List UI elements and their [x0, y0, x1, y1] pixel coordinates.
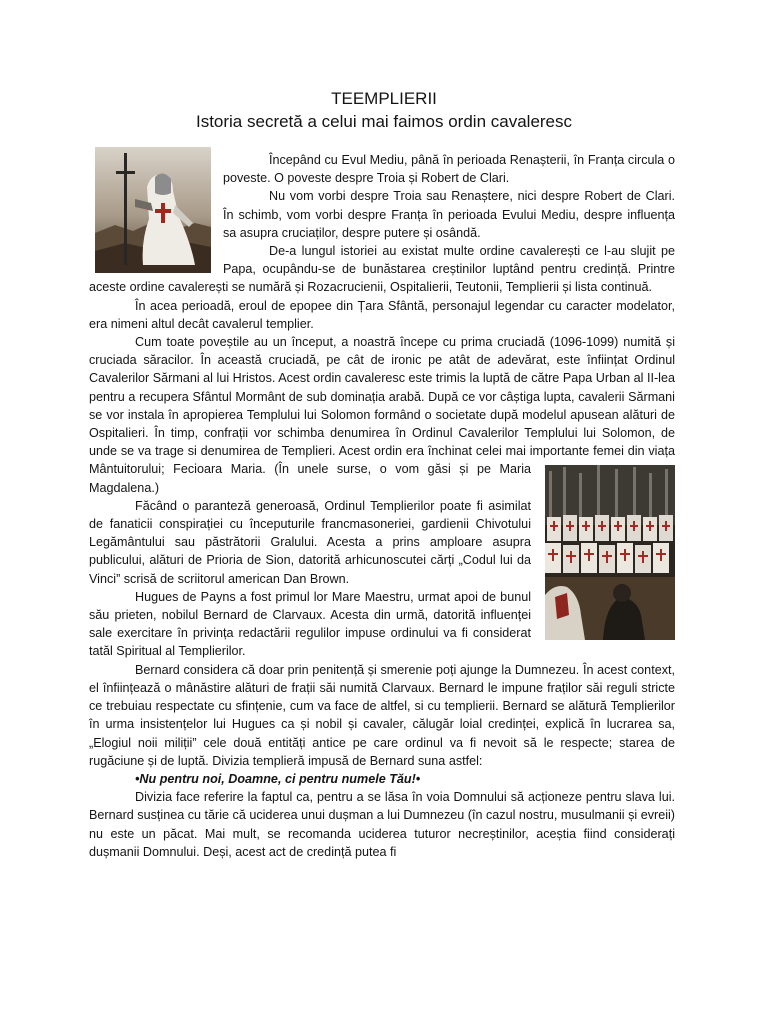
templar-army-image	[545, 465, 675, 640]
document-subtitle: Istoria secretă a celui mai faimos ordin cavaleresc	[195, 112, 573, 131]
paragraph-8: Bernard considera că doar prin penitență și smerenie poți ajunge la Dumnezeu. În acest context, el înființează o mânăstire alături de frații săi numită Clarvaux. Bernard le impune fraților săi reguli stricte ce trebuiau respectate cu sfințenie, cum va face de altfel, si cu templierii. Bernard se alătură Templierilor în urma insistențelor lui Hugues ca și nobil și cavaler, călugăr loial credinței, explică în lucrarea sa, „Elogiul noii miliții” cele două entități antice pe care ordinul va fi nevoit să le respecte; starea de rugăciune și de luptă. Divizia templieră impusă de Bernard suna astfel:	[89, 662, 675, 768]
paragraph-1: Începând cu Evul Mediu, până în perioada Renașterii, în Franța circula o poveste. O poveste despre Troia și Robert de Clari.	[223, 153, 675, 186]
article-body	[89, 151, 675, 861]
paragraph-3: De-a lungul istoriei au existat multe ordine cavalerești ce l-au slujit pe Papa, ocupându-se de bunăstarea creștinilor luptând pentru credință. Printre aceste ordine cavalerești se numără și Rozacrucienii, Ospitalierii, Teutonii, Templierii și lista continuă.	[89, 244, 675, 295]
templar-knight-with-sword-photo	[95, 147, 211, 273]
paragraph-6: Făcând o paranteză generoasă, Ordinul Templierilor poate fi asimilat de fanaticii conspirației cu începuturile francmasoneriei, gardienii Chivotului Legământului sau păstrătorii Gralului. Acesta a prins amploare asupra publicului, alături de Prioria de Sion, datorită arhicunoscutei cărți „Codul lui da Vinci” scrisă de scriitorul american Dan Brown.	[89, 498, 531, 586]
paragraph-7: Hugues de Payns a fost primul lor Mare Maestru, urmat apoi de bunul său prieten, nobilul Bernard de Clarvaux. Acesta din urmă, datorită influenței sale exercitare în privința redactării regulilor impuse ordinului va fi considerat tatăl Spiritual al Templierilor.	[89, 589, 531, 659]
paragraph-9: Divizia face referire la faptul ca, pentru a se lăsa în voia Domnului să acționeze pentru slava lui. Bernard susținea cu tărie că uciderea unui dușman a lui Dumnezeu (în cazul nostru, musulmanii și evreii) nu este un păcat. Mai mult, se recomanda uciderea tuturor necreștinilor, aceștia fiind considerați dușmanii Domnului. Deși, acest act de credință putea fi	[89, 790, 675, 859]
templar-army-formation-photo	[545, 465, 675, 640]
document-title: TEEMPLIERII	[331, 89, 437, 108]
paragraph-2: Nu vom vorbi despre Troia sau Renaștere, nici despre Robert de Clari. În schimb, vom vorbi despre Franța în perioada Evului Mediu, despre influența sa asupra cruciaților, despre putere și osândă.	[223, 189, 675, 240]
paragraph-5: Cum toate poveștile au un început, a noastră începe cu prima cruciadă (1096-1099) numită și cruciada săracilor. În această cruciadă, pe cât de ironic pe atât de adevărat, este înființat Ordinul Cavalerilor Sărmani al lui Hristos. Acest ordin cavaleresc este trimis la luptă de către Papa Urban al II-lea pentru a recupera Sfântul Mormânt de sub dominația arabă. După ce vor câștiga lupta, cavalerii Sărmani se vor instala în apropierea Templului lui Solomon formând o societate după modelul apusean alături de Ospitalieri. În timp, confrații vor schimba denumirea în Ordinul Cavalerilor Templului lui Solomon, de unde se va trage si denumirea de Templieri. Acest ordin era închinat celei mai importante femei din viața Mântuitorului; Fecioara Maria. (În unele surse, o vom găsi și pe Maria Magdalena.)	[89, 335, 675, 495]
templar-motto: •Nu pentru noi, Doamne, ci pentru numele Tău!•	[135, 771, 421, 786]
templar-knight-image	[95, 147, 211, 273]
paragraph-4: În acea perioadă, eroul de epopee din Țara Sfântă, personajul legendar cu caracter modelator, era nimeni altul decât cavalerul templier.	[89, 298, 675, 331]
